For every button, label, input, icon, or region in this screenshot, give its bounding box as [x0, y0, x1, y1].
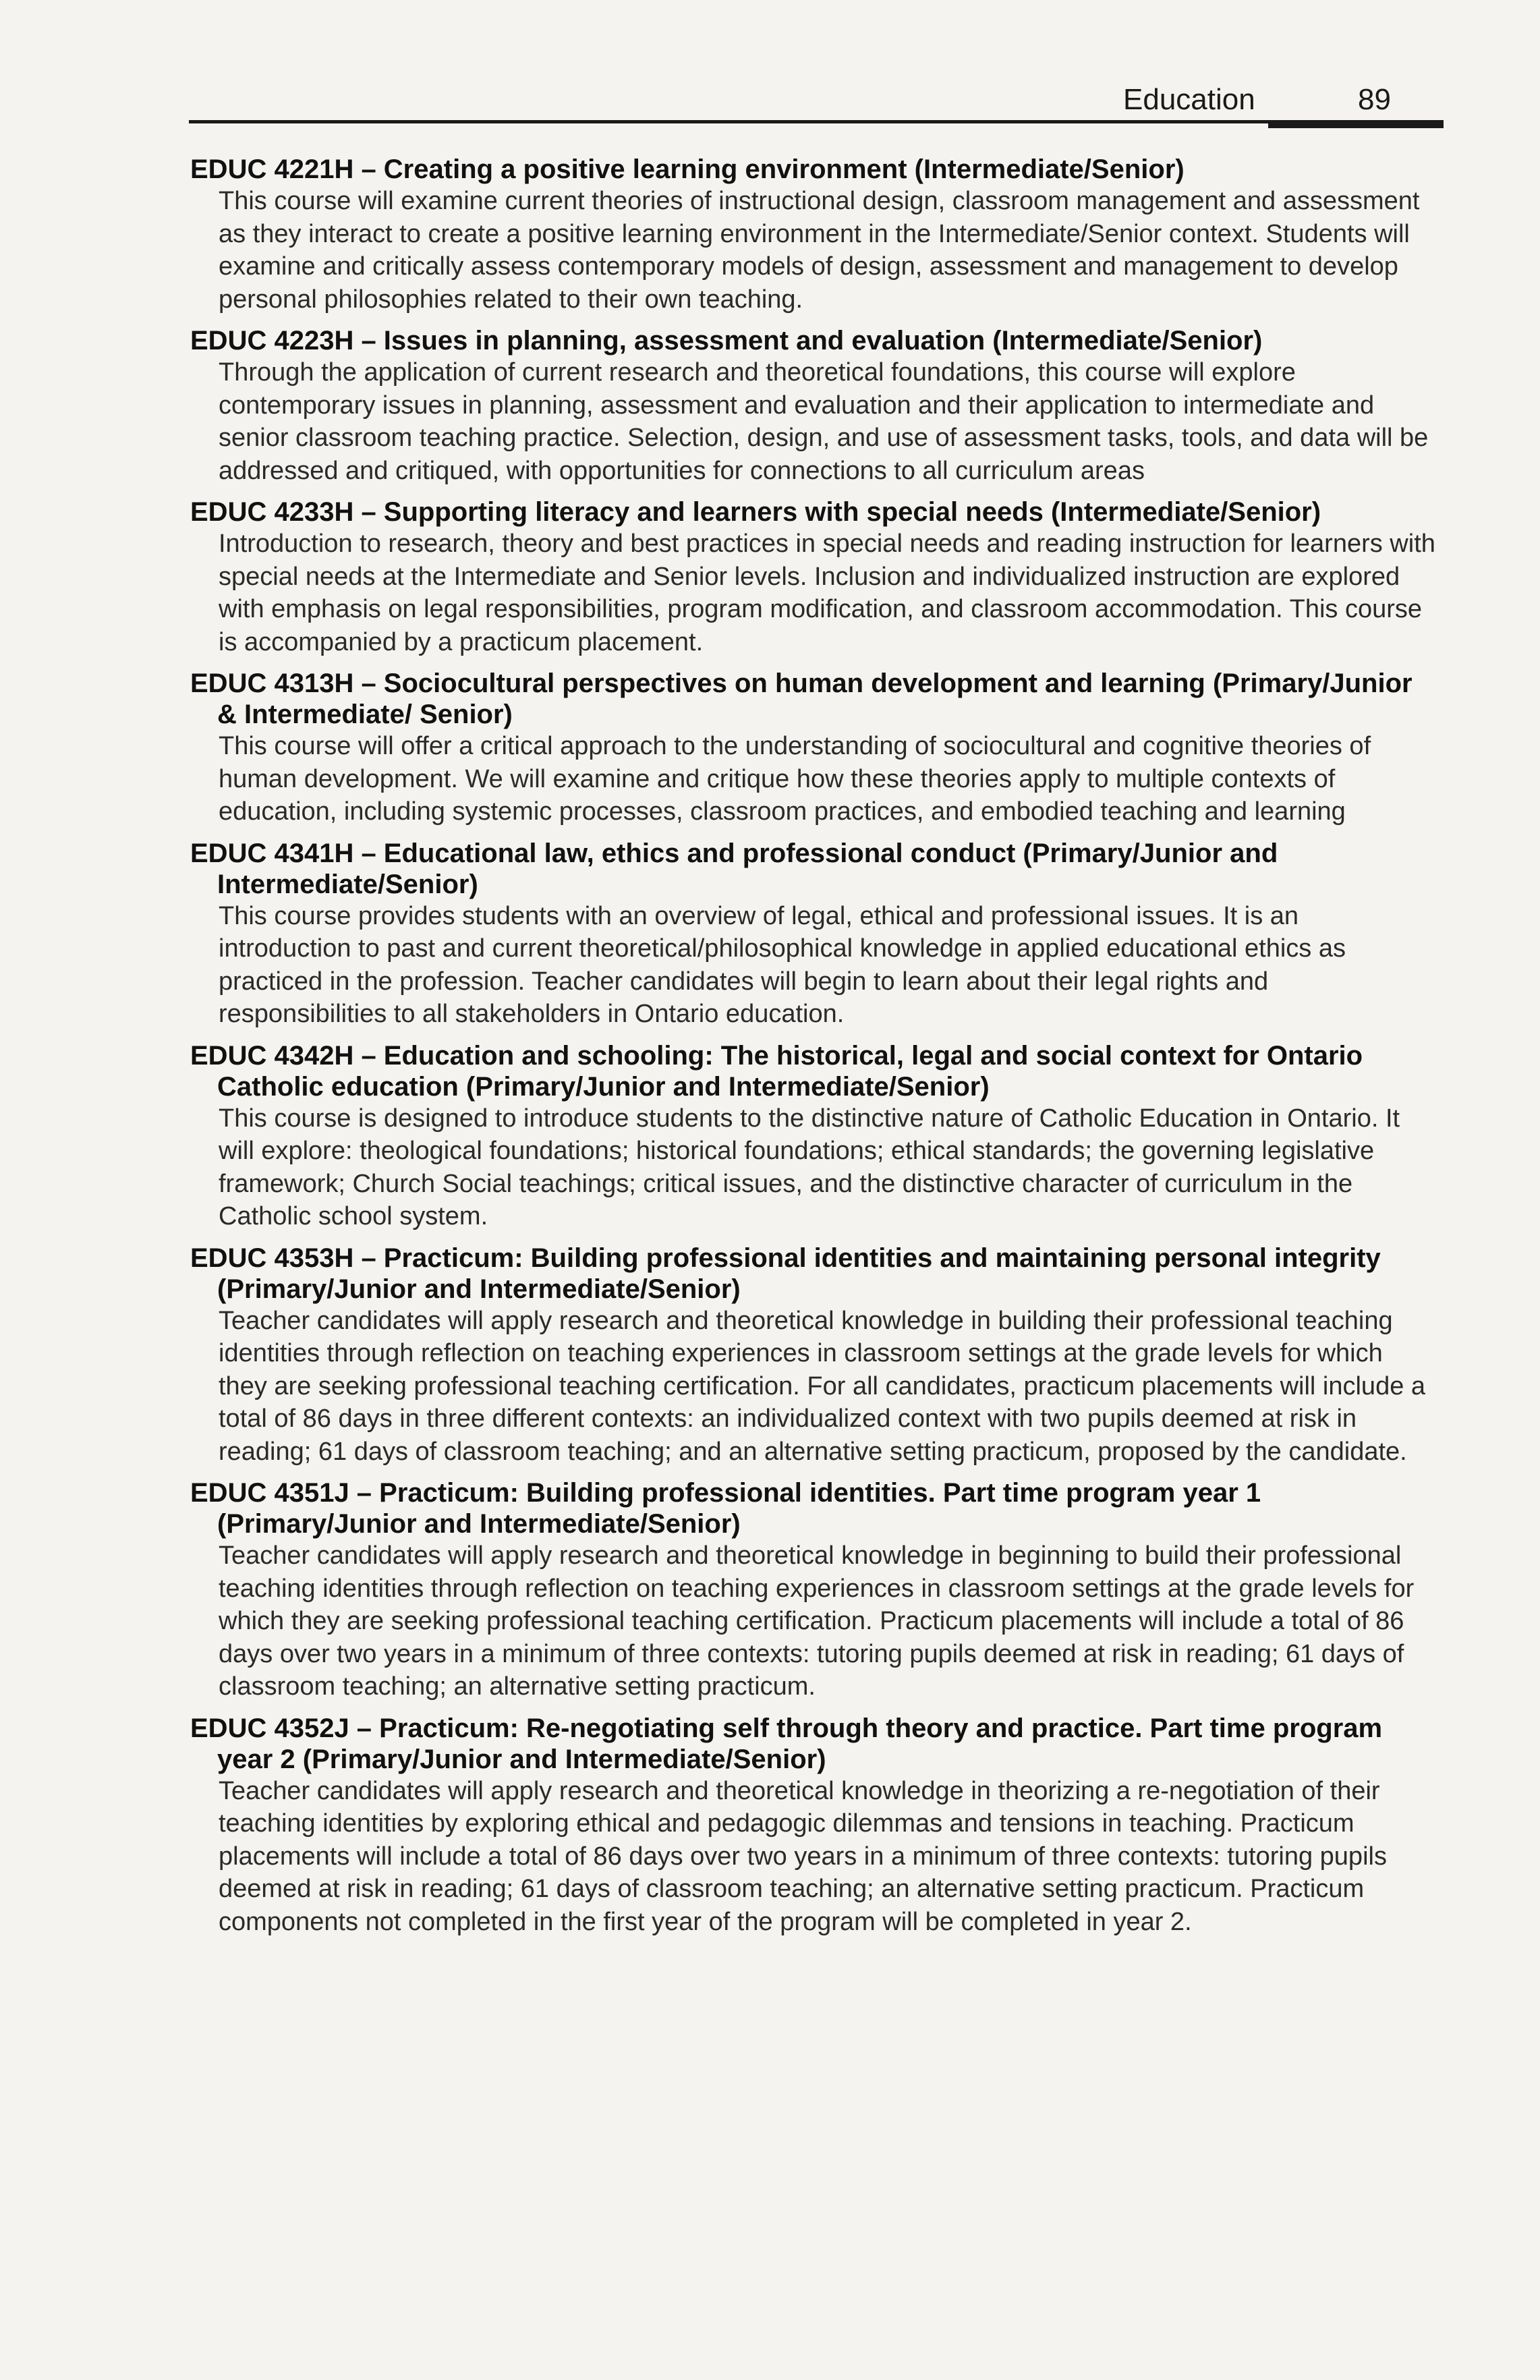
course-title: EDUC 4352J – Practicum: Re-negotiating self through theory and practice. Part time program year 2 (Primary/Junior and Intermediate/Senior): [190, 1713, 1383, 1774]
course-title: EDUC 4353H – Practicum: Building professional identities and maintaining personal integrity (Primary/Junior and Intermediate/Senior): [190, 1243, 1381, 1304]
course-description: This course is designed to introduce students to the distinctive nature of Catholic Education in Ontario. It will explore: theological foundations; historical foundations; ethical standards; the governing legislative framework; Church Social teachings; critical issues, and the distinctive character of curriculum in the Catholic school system.: [219, 1104, 1400, 1230]
course-title: EDUC 4341H – Educational law, ethics and professional conduct (Primary/Junior and Intermediate/Senior): [190, 838, 1278, 899]
course-entry: [190, 1477, 1438, 1703]
header-page-number: 89: [1358, 83, 1391, 116]
course-entry: [190, 668, 1438, 828]
course-description: This course will examine current theories of instructional design, classroom management and assessment as they interact to create a positive learning environment in the Intermediate/Senior context. Students will examine and critically assess contemporary models of design, assessment and management to develop personal philosophies related to their own teaching.: [219, 187, 1420, 314]
course-entry: [190, 1243, 1438, 1469]
course-description: This course will offer a critical approach to the understanding of sociocultural and cognitive theories of human development. We will examine and critique how these theories apply to multiple contexts of education, including systemic processes, classroom practices, and embodied teaching and learning: [219, 732, 1371, 826]
course-title: EDUC 4221H – Creating a positive learning environment (Intermediate/Senior): [190, 154, 1185, 184]
header-rule: [189, 120, 1444, 123]
course-entry: [190, 154, 1438, 316]
course-description: Introduction to research, theory and best practices in special needs and reading instruction for learners with special needs at the Intermediate and Senior levels. Inclusion and individualized instruction are explored with emphasis on legal responsibilities, program modification, and classroom accommodation. This course is accompanied by a practicum placement.: [219, 530, 1435, 656]
course-title: EDUC 4223H – Issues in planning, assessment and evaluation (Intermediate/Senior): [190, 326, 1263, 356]
course-entry: [190, 838, 1438, 1031]
course-entry: [190, 497, 1438, 658]
course-title: EDUC 4233H – Supporting literacy and learners with special needs (Intermediate/Senior): [190, 497, 1321, 527]
course-description: Teacher candidates will apply research and theoretical knowledge in theorizing a re-negotiation of their teaching identities by exploring ethical and pedagogic dilemmas and tensions in teaching. Practicum placements will include a total of 86 days over two years in a minimum of three contexts: tutoring pupils deemed at risk in reading; 61 days of classroom teaching; an alternative setting practicum. Practicum components not completed in the first year of the program will be completed in year 2.: [219, 1776, 1387, 1936]
header-rule-accent: [1268, 120, 1444, 128]
course-description: Teacher candidates will apply research and theoretical knowledge in beginning to build their professional teaching identities through reflection on teaching experiences in classroom settings at the grade levels for which they are seeking professional teaching certification. Practicum placements will include a total of 86 days over two years in a minimum of three contexts: tutoring pupils deemed at risk in reading; 61 days of classroom teaching; an alternative setting practicum.: [219, 1541, 1415, 1701]
course-title: EDUC 4313H – Sociocultural perspectives on human development and learning (Primary/Junior & Intermediate/ Senior): [190, 669, 1413, 729]
course-title: EDUC 4342H – Education and schooling: The historical, legal and social context for Ontario Catholic education (Primary/Junior and Intermediate/Senior): [190, 1040, 1363, 1102]
course-description: Through the application of current research and theoretical foundations, this course will explore contemporary issues in planning, assessment and evaluation and their application to intermediate and senior classroom teaching practice. Selection, design, and use of assessment tasks, tools, and data will be addressed and critiqued, with opportunities for connections to all curriculum areas: [219, 358, 1429, 485]
course-entry: [190, 325, 1438, 487]
course-description: This course provides students with an overview of legal, ethical and professional issues. It is an introduction to past and current theoretical/philosophical knowledge in applied educational ethics as practiced in the profession. Teacher candidates will begin to learn about their legal rights and responsibilities to all stakeholders in Ontario education.: [219, 901, 1346, 1028]
course-entry: [190, 1040, 1438, 1233]
running-header: [189, 78, 1444, 132]
course-description: Teacher candidates will apply research and theoretical knowledge in building their professional teaching identities through reflection on teaching experiences in classroom settings at the grade levels for which they are seeking professional teaching certification. For all candidates, practicum placements will include a total of 86 days in three different contexts: an individualized context with two pupils deemed at risk in reading; 61 days of classroom teaching; and an alternative setting practicum, proposed by the candidate.: [219, 1306, 1426, 1466]
course-entry: [190, 1713, 1438, 1939]
course-title: EDUC 4351J – Practicum: Building professional identities. Part time program year 1 (Primary/Junior and Intermediate/Senior): [190, 1478, 1261, 1539]
header-section-title: Education: [1123, 83, 1255, 116]
course-list: [190, 154, 1438, 1948]
